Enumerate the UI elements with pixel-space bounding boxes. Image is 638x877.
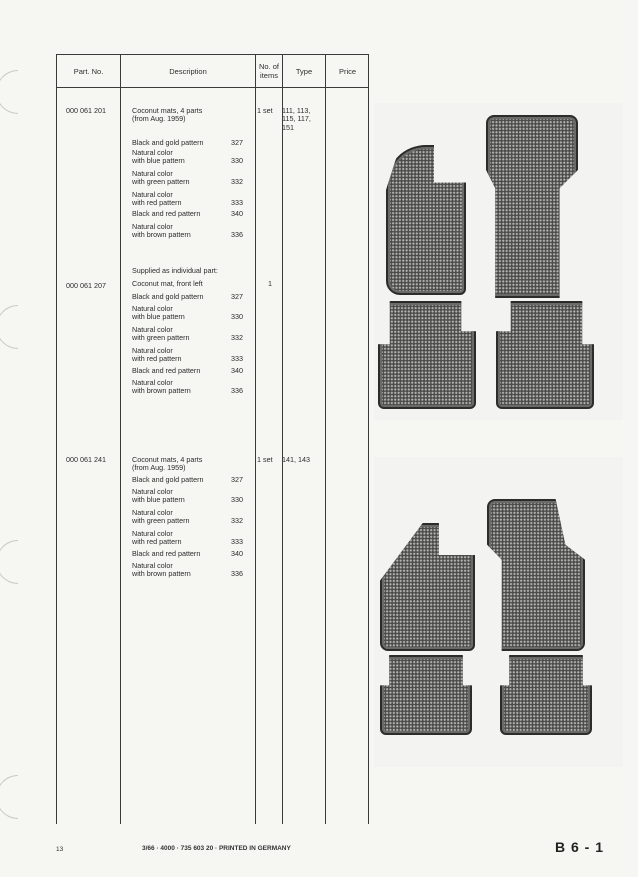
item-type: 141, 143 xyxy=(282,455,310,464)
floor-mat xyxy=(486,115,578,298)
floor-mat xyxy=(380,655,472,735)
variant-label: Natural color with red pattern xyxy=(132,190,182,208)
variant-label: Natural color with brown pattern xyxy=(132,222,191,240)
binder-hole xyxy=(0,70,18,114)
variant-code: 336 xyxy=(231,230,243,239)
item-title: Coconut mats, 4 parts (from Aug. 1959) xyxy=(132,455,203,473)
floor-mat xyxy=(380,523,475,651)
variant-code: 330 xyxy=(231,312,243,321)
header-divider xyxy=(57,87,368,88)
header-no-of-items: No. of items xyxy=(258,62,279,80)
header-description: Description xyxy=(169,66,207,76)
variant-label: Black and gold pattern xyxy=(132,475,204,484)
variant-label: Black and gold pattern xyxy=(132,138,204,147)
column-divider xyxy=(325,55,326,824)
floor-mat xyxy=(386,145,466,295)
part-number: 000 061 207 xyxy=(66,281,106,290)
binder-hole xyxy=(0,775,18,819)
supplied-note: Supplied as individual part: xyxy=(132,266,218,275)
variant-code: 336 xyxy=(231,569,243,578)
print-info: 3/66 · 4000 · 735 603 20 · PRINTED IN GERMANY xyxy=(142,845,291,852)
variant-label: Black and gold pattern xyxy=(132,292,204,301)
variant-code: 332 xyxy=(231,177,243,186)
variant-label: Natural color with green pattern xyxy=(132,325,190,343)
item-type: 111, 113, 115, 117, 151 xyxy=(282,106,311,132)
variant-label: Natural color with brown pattern xyxy=(132,561,191,579)
variant-code: 330 xyxy=(231,495,243,504)
variant-code: 336 xyxy=(231,386,243,395)
column-divider xyxy=(120,55,121,824)
column-divider xyxy=(255,55,256,824)
item-title: Coconut mats, 4 parts (from Aug. 1959) xyxy=(132,106,203,124)
mats-photo-1 xyxy=(374,103,623,420)
floor-mat xyxy=(496,301,594,409)
header-part-no: Part. No. xyxy=(73,66,104,76)
variant-code: 340 xyxy=(231,366,243,375)
item-quantity: 1 set xyxy=(257,455,273,464)
variant-label: Natural color with red pattern xyxy=(132,346,182,364)
section-code: B 6 - 1 xyxy=(555,839,605,855)
variant-label: Natural color with red pattern xyxy=(132,529,182,547)
variant-label: Natural color with blue pattern xyxy=(132,304,185,322)
variant-label: Natural color with green pattern xyxy=(132,508,190,526)
variant-code: 340 xyxy=(231,549,243,558)
variant-label: Black and red pattern xyxy=(132,209,201,218)
variant-label: Black and red pattern xyxy=(132,549,201,558)
variant-label: Natural color with green pattern xyxy=(132,169,190,187)
variant-code: 327 xyxy=(231,475,243,484)
binder-hole xyxy=(0,540,18,584)
variant-label: Natural color with brown pattern xyxy=(132,378,191,396)
variant-label: Black and red pattern xyxy=(132,366,201,375)
variant-code: 333 xyxy=(231,537,243,546)
item-title: Coconut mat, front left xyxy=(132,279,203,288)
floor-mat xyxy=(500,655,592,735)
column-divider xyxy=(282,55,283,824)
variant-code: 332 xyxy=(231,333,243,342)
variant-code: 340 xyxy=(231,209,243,218)
binder-hole xyxy=(0,305,18,349)
variant-code: 332 xyxy=(231,516,243,525)
variant-label: Natural color with blue pattern xyxy=(132,148,185,166)
variant-code: 330 xyxy=(231,156,243,165)
variant-code: 333 xyxy=(231,354,243,363)
variant-code: 333 xyxy=(231,198,243,207)
variant-label: Natural color with blue pattern xyxy=(132,487,185,505)
item-quantity: 1 set xyxy=(257,106,273,115)
header-price: Price xyxy=(338,66,357,76)
mats-photo-2 xyxy=(374,457,623,767)
part-number: 000 061 201 xyxy=(66,106,106,115)
header-type: Type xyxy=(295,66,313,76)
item-quantity: 1 xyxy=(268,279,272,288)
part-number: 000 061 241 xyxy=(66,455,106,464)
page-number: 13 xyxy=(56,846,64,853)
variant-code: 327 xyxy=(231,138,243,147)
floor-mat xyxy=(378,301,476,409)
floor-mat xyxy=(487,499,585,651)
variant-code: 327 xyxy=(231,292,243,301)
